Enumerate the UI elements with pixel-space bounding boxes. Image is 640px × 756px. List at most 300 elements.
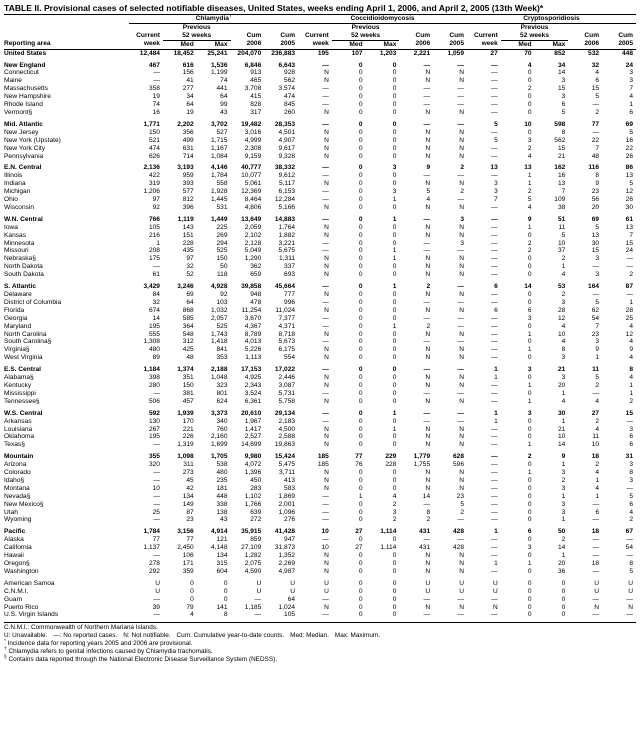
- cell-value: 195: [148, 322, 160, 330]
- cell-value: 714: [182, 152, 194, 160]
- cell-value: 1,784: [210, 172, 228, 180]
- cell-value: 15: [591, 85, 600, 93]
- cell-value: 3: [392, 188, 397, 196]
- cell-value: N: [324, 306, 329, 314]
- cell-value: 8: [223, 611, 228, 619]
- cell-value: 141: [216, 603, 228, 611]
- cell-value: 2: [595, 461, 600, 469]
- cell-value: 3: [527, 366, 532, 374]
- cell-value: 21: [557, 366, 566, 374]
- current-header: Current: [136, 32, 160, 40]
- cell-value: 32: [152, 298, 160, 306]
- cell-value: N: [459, 425, 464, 433]
- cell-value: 185: [317, 453, 329, 461]
- cell-value: 5: [595, 93, 600, 101]
- cell-value: 0: [358, 536, 363, 544]
- cell-value: 0: [392, 603, 397, 611]
- cell-value: 0: [358, 508, 363, 516]
- cell-value: N: [628, 603, 633, 611]
- cell-value: 538: [216, 461, 228, 469]
- cell-value: 9,612: [278, 172, 296, 180]
- cell-value: 2: [527, 453, 532, 461]
- cell-value: 181: [216, 484, 228, 492]
- cell-value: 766: [148, 215, 160, 223]
- table-row: [4, 196, 636, 204]
- cell-value: 5: [629, 180, 633, 188]
- cell-value: 0: [358, 425, 363, 433]
- cell-value: 0: [392, 354, 397, 362]
- cell-value: 1,374: [177, 366, 194, 374]
- cell-value: —: [153, 389, 160, 397]
- cell-value: 216: [148, 231, 160, 239]
- cell-value: —: [457, 516, 464, 524]
- cell-value: —: [423, 61, 431, 69]
- cell-value: 4,501: [278, 128, 296, 136]
- cell-value: 6: [494, 306, 498, 314]
- cell-value: —: [626, 255, 633, 263]
- cell-value: 10: [591, 441, 600, 449]
- cell-value: 0: [358, 93, 363, 101]
- cell-value: 0: [358, 128, 363, 136]
- cell-value: N: [425, 152, 431, 160]
- cell-value: 5,117: [279, 180, 296, 188]
- cell-value: 1: [561, 516, 566, 524]
- footnote-star: * Incidence data for reporting years 2005 and 2006 are provisional.: [4, 639, 193, 648]
- cell-value: —: [423, 338, 431, 346]
- table-row: [4, 611, 636, 619]
- cell-value: 1: [156, 239, 160, 247]
- cell-value: 19: [152, 93, 160, 101]
- cell-value: N: [324, 203, 329, 211]
- cell-value: 1: [629, 389, 633, 397]
- cell-value: 4: [527, 152, 532, 160]
- cell-value: 1: [629, 298, 633, 306]
- cell-value: 474: [148, 144, 160, 152]
- cell-value: 428: [452, 528, 464, 536]
- cell-value: —: [153, 441, 160, 449]
- cell-value: 170: [182, 417, 194, 425]
- table-row: [4, 101, 636, 109]
- cell-value: 118: [216, 271, 228, 279]
- cell-value: 0: [358, 255, 363, 263]
- reporting-area-name: Nevada§: [4, 492, 31, 500]
- cell-value: 195: [148, 433, 160, 441]
- cell-value: —: [491, 101, 498, 109]
- cell-value: N: [459, 346, 464, 354]
- cell-value: 947: [284, 536, 296, 544]
- cell-value: 320: [148, 461, 160, 469]
- cell-value: 2: [595, 381, 600, 389]
- cell-value: —: [153, 552, 160, 560]
- cell-value: 3: [595, 338, 600, 346]
- reporting-area-name: New York (Upstate): [4, 136, 61, 144]
- footnotes: [4, 622, 636, 664]
- cell-value: 0: [392, 203, 397, 211]
- cell-value: 30: [591, 239, 600, 247]
- cell-value: N: [459, 152, 464, 160]
- cell-value: 9: [527, 215, 532, 223]
- cell-value: 801: [216, 389, 228, 397]
- cell-value: 0: [392, 417, 397, 425]
- cell-value: —: [423, 611, 431, 619]
- reporting-area-name: W.N. Central: [4, 215, 43, 223]
- cell-value: 1,059: [447, 49, 464, 57]
- cell-value: —: [322, 283, 329, 291]
- cell-value: —: [491, 346, 498, 354]
- cell-value: 2: [460, 188, 464, 196]
- cell-value: —: [491, 77, 498, 85]
- cell-value: 315: [216, 560, 228, 567]
- cell-value: 2: [426, 283, 431, 291]
- cell-value: —: [626, 595, 633, 603]
- cell-value: 5,731: [278, 389, 296, 397]
- cell-value: 1: [392, 425, 397, 433]
- cell-value: 5,758: [278, 397, 296, 405]
- cell-value: 0: [392, 536, 397, 544]
- cell-value: —: [491, 461, 498, 469]
- cell-value: 0: [392, 441, 397, 449]
- cell-value: 5,166: [278, 203, 296, 211]
- cell-value: 16: [557, 172, 566, 180]
- cell-value: 0: [358, 366, 363, 374]
- cell-value: N: [324, 263, 329, 271]
- cell-value: 3: [561, 500, 566, 508]
- cell-value: 0: [358, 120, 363, 128]
- cell-value: N: [425, 223, 431, 231]
- cell-value: 87: [625, 283, 633, 291]
- cell-value: 1,114: [380, 544, 397, 552]
- cell-value: 4,500: [278, 425, 296, 433]
- cell-value: —: [491, 330, 498, 338]
- reporting-area-name: Utah: [4, 508, 18, 516]
- cell-value: 11,024: [275, 306, 296, 314]
- cell-value: N: [324, 291, 329, 298]
- cell-value: 0: [358, 164, 363, 172]
- cell-value: 0: [358, 500, 363, 508]
- cell-value: 604: [216, 567, 228, 575]
- cell-value: 1,102: [244, 492, 262, 500]
- cell-value: 422: [148, 172, 160, 180]
- cell-value: —: [322, 298, 329, 306]
- disease-table: Chlamydia† Coccidioidomycosis Cryptosporidiosis Previous Previous Previous Current 52 weeks Cum Cum Current 52 weeks Cum Cum Current 52 weeks Cum Cum Reporting area week Med Max 2006 2005 week Med Max 2006 2005 week Med Max 2006 2005 United States 12,484 18,452 25,241 204,070 236,883 195 107 1,203 2,221 1,059 27 70 852 532 448 New England 467 616 1,536 6,846 6,643 — 0 0 — — — 4 34 32 24 Connecticut — 156 1,199 913 928 N 0 0 N N — 0 14 4 3 Maine — 41 74 465 562 N 0 0 N N — 0 3 6 3 Massachusetts 358 277 441 3,708 3,574 — 0 0 — — — 2 15 15 7 New Hampshire 19 34 64 415 474 — 0 0 — — — 0 3 5 4 Rhode Island 74 64 99 828 845 — 0 0 — — — 0 6 — 1 Vermont§ 16 19 43 317 260 N 0 0 N N — 0 5 2 6 Mid. Atlantic 1,771 2,202 3,702 19,482 28,353 — 0 0 — — 5 10 598 77 69 New Jersey 150 356 527 3,016 4,501 N 0 0 N N — 0 8 — 5 New York (Upstate) 521 499 1,715 4,999 4,907 N 0 0 N N 5 3 562 22 16 New York City 474 631 1,167 2,308 9,617 N 0 0 N N — 2 15 7 22 Pennsylvania 626 714 1,084 9,159 9,328 N 0 0 N N — 4 21 48 26 E.N. Central 2,136 3,193 4,146 40,777 38,332 — 0 3 9 2 13 13 162 116 86 Illinois 422 959 1,784 10,077 9,612 — 0 0 — — — 1 16 8 13 Indiana 319 393 558 5,061 5,117 N 0 0 N N 3 1 13 9 5 Michigan 1,206 577 1,928 12,369 6,153 — 0 3 5 2 3 2 7 23 12 Ohio 97 812 1,445 8,464 12,284 — 0 1 4 — 7 5 109 56 26 Wisconsin 92 396 531 4,806 5,166 N 0 0 N N — 4 38 20 30 W.N. Central 766 1,119 1,449 13,649 14,883 — 0 1 — 3 — 9 51 69 61 Iowa 105 143 225 2,059 1,764 N 0 0 N N — 1 11 5 13 Kansas 216 151 269 2,102 1,882 N 0 0 N N — 0 5 13 7 Minnesota 1 228 294 2,128 3,221 — 0 0 — 3 — 2 10 30 15 Missouri 208 435 525 5,049 5,675 — 0 1 — — — 2 37 15 24 Nebraska§ 175 97 150 1,290 1,311 N 0 1 N N — 0 2 3 — North Dakota — 32 50 362 337 N 0 0 N N — 0 1 — — South Dakota 61 52 118 659 693 N 0 0 N N — 0 4 3 2 S. Atlantic 3,429 3,246 4,928 39,858 45,664 — 0 1 2 — 6 14 53 164 87 Delaware 84 69 92 948 777 N 0 0 N N — 0 2 — — District of Columbia 32 64 103 478 996 — 0 0 — — — 0 3 5 1 Florida 674 868 1,032 11,254 11,024 N 0 0 N N 6 6 28 62 28 Georgia 14 585 2,057 3,670 7,377 — 0 0 — — — 3 12 54 25 Maryland 195 364 525 4,367 4,371 — 0 1 2 — — 0 4 7 4 North Carolina 555 548 1,743 8,789 8,718 N 0 0 N N — 1 10 23 12 South Carolina§ 1,308 312 1,418 4,013 5,673 — 0 0 — — — 0 4 3 4 Virginia§ 480 425 841 5,226 6,175 N 0 0 N N — 1 8 9 9 West Virginia 89 48 353 1,113 554 N 0 0 N N — 0 3 1 4 E.S. Central 1,184 1,374 2,188 17,153 17,022 — 0 0 — — 1 3 21 11 8 Alabama§ 398 351 1,048 4,925 2,446 N 0 0 N N 1 0 3 5 4 Kentucky 280 150 323 2,343 3,087 N 0 0 N N — 1 20 2 1 Mississippi — 381 801 3,524 5,731 — 0 0 — — — 0 1 — 1 Tennessee§ 506 457 624 6,361 5,758 N 0 0 N N — 1 4 4 2 W.S. Central 592 1,939 3,373 20,610 29,134 — 0 1 — — 1 3 30 27 15 Arkansas 130 170 340 1,967 2,183 — 0 0 — — 1 0 1 2 — Louisiana 267 221 760 1,417 4,500 N 0 1 N N — 0 21 4 3 Oklahoma 195 226 2,160 2,527 2,588 N 0 0 N N — 0 10 11 6 Texas§ — 1,319 1,699 14,699 19,863 N 0 0 N N — 1 14 10 6 Mountain 355 1,098 1,705 9,980 15,424 185 77 229 1,779 628 — 2 9 18 31 Arizona 320 311 538 4,072 5,475 185 76 228 1,755 596 — 0 1 2 3 Colorado — 273 480 1,396 3,711 N 0 0 N N — 1 3 4 8 Idaho§ — 45 235 450 413 N 0 0 N N — 0 2 1 3 Montana 10 42 181 283 583 N 0 0 N N — 0 3 4 — Nevada§ — 134 448 1,102 1,869 — 1 4 14 23 — 0 1 1 5 New Mexico§ — 149 338 1,766 2,001 — 0 2 — 5 — 0 3 — 6 Utah 25 87 138 639 1,096 — 0 3 8 2 — 0 3 6 4 Wyoming — 23 43 272 276 — 0 2 2 — — 0 1 — 2 Pacific 1,784 3,156 4,914 35,915 41,428 10 27 1,114 431 428 1 6 50 18 67 Alaska 77 77 121 859 947 — 0 0 — — — 0 2 — — California 1,137 2,450 4,148 27,109 31,873 10 27 1,114 431 428 — 3 14 — 54 Hawaii — 106 134 1,282 1,352 N 0 0 N N — 0 1 — — Oregon§ 278 171 315 2,075 2,269 N 0 0 N N 1 1 20 18 8 Washington 292 359 604 4,590 4,987 N 0 0 N N — 0 36 — 5 American Samoa U 0 0 U U U 0 0 U U U 0 0 U U C.N.M.I. U 0 0 U U U 0 0 U U U 0 0 U U Guam — 0 0 — 64 — 0 0 — — — 0 0 — — Puerto Rico 39 79 141 1,185 1,024 N 0 0 N N N 0 0 N N U.S. Virgin Islands — 4 8 — 105 — 0 0 — — — 0 0 — —: [4, 14, 636, 619]
- table-row: [4, 441, 636, 449]
- cell-value: —: [457, 120, 464, 128]
- cell-value: 1: [527, 223, 532, 231]
- cell-value: 12,284: [274, 196, 296, 204]
- cell-value: N: [425, 255, 431, 263]
- cell-value: 1,771: [143, 120, 160, 128]
- footnote-cnmi: C.N.M.I.: Commonwealth of Northern Mariana Islands.: [4, 624, 158, 632]
- cell-value: 0: [392, 579, 397, 587]
- cell-value: 38,332: [274, 164, 296, 172]
- cell-value: 2: [595, 108, 600, 116]
- cell-value: 3,373: [210, 409, 228, 417]
- cell-value: 5,049: [244, 247, 262, 255]
- cell-value: 29,134: [274, 409, 296, 417]
- cell-value: 195: [317, 49, 329, 57]
- reporting-area-name: Washington: [4, 567, 39, 575]
- cell-value: N: [459, 108, 464, 116]
- cell-value: 2,308: [244, 144, 262, 152]
- table-row: [4, 493, 636, 501]
- cell-value: N: [459, 476, 464, 484]
- cell-value: N: [324, 330, 329, 338]
- cell-value: —: [592, 263, 600, 271]
- reporting-area-name: Virginia§: [4, 346, 30, 354]
- cell-value: 18: [591, 560, 600, 567]
- cell-value: 1,766: [244, 500, 262, 508]
- cell-value: 10: [557, 330, 566, 338]
- cell-value: 852: [554, 49, 566, 57]
- reporting-area-name: Indiana: [4, 180, 26, 188]
- cell-value: 913: [250, 69, 262, 77]
- cell-value: 86: [625, 164, 633, 172]
- cell-value: 14: [557, 441, 566, 449]
- reporting-area-name: Idaho§: [4, 476, 25, 484]
- reporting-area-name: New York City: [4, 144, 46, 152]
- cell-value: 0: [392, 93, 397, 101]
- cell-value: 70: [524, 49, 532, 57]
- cell-value: 8: [629, 560, 633, 567]
- footnote-section: § Contains data reported through the National Electronic Disease Surveillance System (NEDSS).: [4, 654, 277, 663]
- reporting-area-name: Pacific: [4, 528, 26, 536]
- cell-value: N: [425, 346, 431, 354]
- cell-value: —: [626, 263, 633, 271]
- cell-value: 225: [216, 223, 228, 231]
- cell-value: 151: [182, 231, 194, 239]
- cell-value: —: [592, 516, 600, 524]
- reporting-area-name: Mid. Atlantic: [4, 120, 43, 128]
- cell-value: 2: [629, 271, 633, 279]
- table-row: [4, 604, 636, 612]
- cell-value: 0: [527, 611, 532, 619]
- cell-value: 4: [629, 93, 633, 101]
- cell-value: 639: [250, 508, 262, 516]
- cell-value: 1,311: [279, 255, 296, 263]
- cell-value: 0: [358, 215, 363, 223]
- table-row: [4, 137, 636, 145]
- cell-value: 13,649: [241, 215, 262, 223]
- cell-value: 0: [527, 338, 532, 346]
- weeks52-header: 52 weeks: [332, 32, 400, 40]
- table-row: [4, 485, 636, 493]
- cell-value: —: [153, 516, 160, 524]
- cell-value: 0: [358, 298, 363, 306]
- cell-value: 525: [216, 247, 228, 255]
- cell-value: 1,449: [210, 215, 228, 223]
- cell-value: 1,024: [278, 603, 296, 611]
- cell-value: 3: [561, 77, 566, 85]
- cell-value: 1,396: [244, 469, 262, 477]
- cell-value: N: [324, 476, 329, 484]
- table-row: [4, 204, 636, 212]
- cell-value: 0: [527, 389, 532, 397]
- cell-value: 77: [355, 453, 363, 461]
- cell-value: 0: [358, 152, 363, 160]
- table-row: [4, 263, 636, 271]
- cell-value: 448: [216, 492, 228, 500]
- cell-value: —: [322, 516, 329, 524]
- cell-value: 23: [456, 492, 464, 500]
- cell-value: —: [423, 389, 431, 397]
- cell-value: 592: [148, 409, 160, 417]
- cell-value: N: [425, 354, 431, 362]
- cell-value: —: [491, 247, 498, 255]
- cell-value: 413: [284, 476, 296, 484]
- cell-value: 0: [392, 397, 397, 405]
- cell-value: 1: [392, 255, 397, 263]
- cell-value: 1: [561, 263, 566, 271]
- cell-value: N: [459, 271, 464, 279]
- cell-value: 521: [148, 136, 160, 144]
- cell-value: 5: [629, 492, 633, 500]
- cell-value: 6: [629, 108, 633, 116]
- cell-value: 50: [557, 528, 566, 536]
- cell-value: 12: [557, 314, 566, 322]
- cell-value: N: [324, 469, 329, 477]
- cell-value: N: [459, 77, 464, 85]
- cell-value: 9: [561, 453, 566, 461]
- cell-value: 35,915: [241, 528, 262, 536]
- cell-value: —: [457, 417, 464, 425]
- cell-value: 1: [527, 172, 532, 180]
- cell-value: 9,159: [244, 152, 262, 160]
- cell-value: 34: [557, 61, 566, 69]
- cell-value: 2,075: [244, 560, 262, 567]
- cell-value: —: [322, 215, 329, 223]
- cell-value: 10: [557, 239, 566, 247]
- cell-value: 22: [591, 136, 600, 144]
- cell-value: —: [592, 500, 600, 508]
- weeks52-header: 52 weeks: [163, 32, 231, 40]
- cell-value: 0: [561, 579, 566, 587]
- cell-value: 0: [358, 291, 363, 298]
- cell-value: 4,925: [244, 374, 262, 382]
- cell-value: 0: [358, 188, 363, 196]
- cell-value: 7: [595, 322, 600, 330]
- cell-value: 5,475: [278, 461, 296, 469]
- cell-value: 0: [527, 77, 532, 85]
- cell-value: —: [423, 366, 431, 374]
- cell-value: 294: [216, 239, 228, 247]
- cell-value: N: [425, 330, 431, 338]
- cell-value: U: [155, 579, 160, 587]
- cell-value: 0: [223, 579, 228, 587]
- cell-value: 3,670: [244, 314, 262, 322]
- cell-value: —: [153, 469, 160, 477]
- cell-value: 10: [152, 484, 160, 492]
- reporting-area-name: Georgia: [4, 314, 28, 322]
- cell-value: —: [457, 338, 464, 346]
- cell-value: 4,914: [210, 528, 228, 536]
- cell-value: —: [491, 453, 498, 461]
- cell-value: —: [491, 544, 498, 552]
- cell-value: 340: [216, 417, 228, 425]
- cell-value: N: [324, 567, 329, 575]
- cell-value: N: [459, 441, 464, 449]
- cell-value: N: [493, 603, 498, 611]
- cell-value: 25: [625, 314, 633, 322]
- cell-value: 105: [284, 611, 296, 619]
- reporting-area-name: Delaware: [4, 291, 32, 298]
- cell-value: 4: [190, 611, 194, 619]
- cell-value: 338: [216, 500, 228, 508]
- cell-value: 0: [527, 603, 532, 611]
- table-row: [4, 160, 636, 172]
- table-row: [4, 232, 636, 240]
- cell-value: 27: [355, 544, 363, 552]
- cell-value: N: [459, 567, 464, 575]
- table-row: [4, 560, 636, 568]
- cell-value: 0: [392, 291, 397, 298]
- cell-value: 84: [152, 291, 160, 298]
- cell-value: N: [425, 69, 431, 77]
- cell-value: 0: [527, 433, 532, 441]
- table-row: [4, 291, 636, 299]
- cell-value: 356: [182, 128, 194, 136]
- reporting-area-name: Mountain: [4, 453, 34, 461]
- cell-value: 18,452: [173, 49, 194, 57]
- cell-value: 134: [216, 552, 228, 560]
- cell-value: 3: [527, 409, 532, 417]
- reporting-area-name: West Virginia: [4, 354, 43, 362]
- cell-value: —: [322, 172, 329, 180]
- cell-value: 0: [392, 180, 397, 188]
- cell-value: 3,221: [278, 239, 296, 247]
- cell-value: N: [425, 552, 431, 560]
- cell-value: 1: [392, 283, 397, 291]
- reporting-area-name: Hawaii: [4, 552, 24, 560]
- cell-value: —: [423, 314, 431, 322]
- cell-value: 3,574: [278, 85, 296, 93]
- cell-value: 228: [385, 461, 397, 469]
- cell-value: 2,057: [210, 314, 228, 322]
- table-row: [4, 390, 636, 398]
- cell-value: N: [425, 136, 431, 144]
- cell-value: 0: [358, 346, 363, 354]
- cell-value: 0: [527, 69, 532, 77]
- cell-value: —: [322, 164, 329, 172]
- cell-value: 311: [183, 461, 194, 469]
- cell-value: 276: [284, 516, 296, 524]
- cell-value: 15: [625, 239, 633, 247]
- cell-value: 1: [595, 492, 600, 500]
- cell-value: 0: [527, 579, 532, 587]
- table-row: [4, 299, 636, 307]
- cell-value: —: [491, 595, 498, 603]
- table-row: [4, 323, 636, 331]
- cell-value: 3: [629, 77, 633, 85]
- cell-value: 8: [629, 366, 633, 374]
- cell-value: 0: [527, 298, 532, 306]
- cell-value: 1,098: [177, 453, 194, 461]
- cell-value: —: [322, 492, 329, 500]
- cell-value: 555: [148, 330, 160, 338]
- cell-value: —: [322, 120, 329, 128]
- cell-value: 62: [591, 306, 600, 314]
- cum-header: Cum: [280, 32, 296, 40]
- cell-value: 3: [392, 164, 397, 172]
- table-row: [4, 255, 636, 263]
- cell-value: 208: [148, 247, 160, 255]
- cell-value: 0: [392, 611, 397, 619]
- table-row: [4, 469, 636, 477]
- cell-value: 40,777: [241, 164, 262, 172]
- cell-value: 6: [527, 528, 532, 536]
- cell-value: 0: [392, 433, 397, 441]
- cell-value: 0: [392, 231, 397, 239]
- cell-value: 107: [351, 49, 363, 57]
